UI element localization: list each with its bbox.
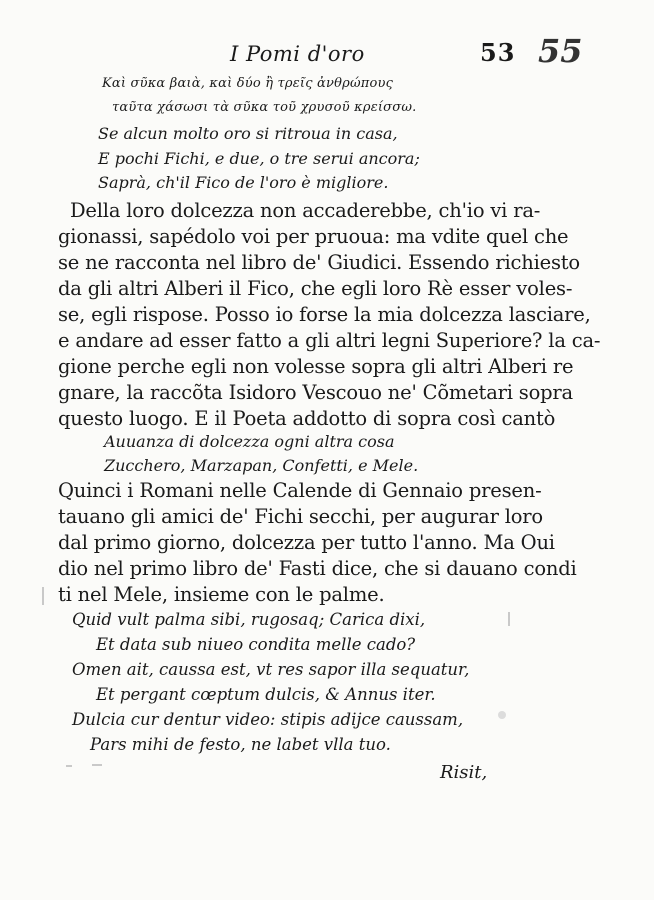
prose-line: se, egli rispose. Posso io forse la mia dolcezza lasciare,	[58, 303, 591, 326]
prose-line: Della loro dolcezza non accaderebbe, ch'io vi ra-	[70, 199, 541, 222]
verse-line: Saprà, ch'il Fico de l'oro è migliore.	[98, 173, 389, 192]
catchword: Risit,	[440, 762, 488, 783]
verse-line: Auuanza di dolcezza ogni altra cosa	[104, 432, 395, 451]
prose-line: ti nel Mele, insieme con le palme.	[58, 583, 385, 606]
prose-line: e andare ad esser fatto a gli altri legni Superiore? la ca-	[58, 329, 601, 352]
verse-line: Omen ait, caussa est, vt res sapor illa sequatur,	[72, 660, 470, 679]
greek-line: ταῦτα χάσωσι τὰ σῦκα τοῦ χρυσοῦ κρείσσω.	[112, 100, 417, 115]
prose-line: dio nel primo libro de' Fasti dice, che si dauano condi	[58, 557, 577, 580]
greek-line: Καὶ σῦκα βαιὰ, καὶ δύο ἢ τρεῖς ἀνθρώπους	[102, 76, 394, 91]
show-through-speck	[92, 764, 102, 766]
stamped-page-number: 55	[538, 32, 583, 70]
printed-page-number: 53	[480, 38, 516, 67]
prose-line: questo luogo. E il Poeta addotto di sopra così cantò	[58, 407, 556, 430]
prose-line: gnare, la raccõta Isidoro Vescouo ne' Cõmetari sopra	[58, 381, 573, 404]
verse-line: Dulcia cur dentur video: stipis adijce caussam,	[72, 710, 464, 729]
prose-line: Quinci i Romani nelle Calende di Gennaio presen-	[58, 479, 542, 502]
show-through-speck	[66, 765, 72, 767]
running-title: I Pomi d'oro	[230, 42, 365, 66]
prose-line: gione perche egli non volesse sopra gli altri Alberi re	[58, 355, 574, 378]
verse-line: Se alcun molto oro si ritroua in casa,	[98, 124, 398, 143]
prose-line: da gli altri Alberi il Fico, che egli loro Rè esser voles-	[58, 277, 573, 300]
prose-line: tauano gli amici de' Fichi secchi, per augurar loro	[58, 505, 543, 528]
show-through-speck	[42, 587, 44, 605]
prose-line: se ne racconta nel libro de' Giudici. Essendo richiesto	[58, 251, 580, 274]
verse-line: Et data sub niueo condita melle cado?	[96, 635, 416, 654]
verse-line: Pars mihi de festo, ne labet vlla tuo.	[90, 735, 391, 754]
show-through-speck	[508, 612, 510, 626]
verse-line: Zucchero, Marzapan, Confetti, e Mele.	[104, 456, 419, 475]
verse-line: Quid vult palma sibi, rugosaq; Carica dixi,	[72, 610, 426, 629]
show-through-speck	[498, 711, 506, 719]
page-header	[60, 32, 600, 72]
prose-line: dal primo giorno, dolcezza per tutto l'anno. Ma Oui	[58, 531, 555, 554]
prose-line: gionassi, sapédolo voi per pruoua: ma vdite quel che	[58, 225, 569, 248]
verse-line: E pochi Fichi, e due, o tre serui ancora;	[98, 149, 420, 168]
verse-line: Et pergant cœptum dulcis, & Annus iter.	[96, 685, 436, 704]
